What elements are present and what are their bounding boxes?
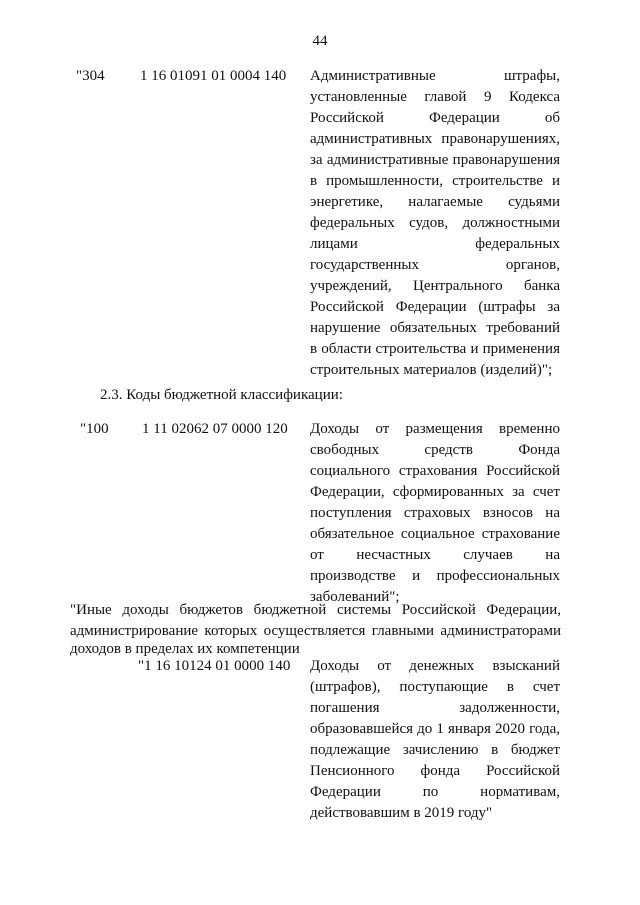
entry1-line: федеральных судов, должностными [310, 215, 560, 231]
entry3-line: (штрафов), поступающие в счет [310, 679, 560, 695]
entry1-line: за административные правонарушения [310, 152, 560, 168]
entry3-kbk-code: "1 16 10124 01 0000 140 [138, 658, 291, 674]
entry3-description [310, 656, 560, 824]
group-heading-line-3: доходов в пределах их компетенции [70, 641, 300, 657]
entry1-admin-code: "304 [76, 68, 105, 84]
group-heading-line-1: "Иные доходы бюджетов бюджетной системы Российской Федерации, [70, 602, 561, 618]
group-heading-line-2: администрирование которых осуществляется главными администраторами [70, 623, 561, 639]
entry2-line: производстве и профессиональных [310, 568, 560, 584]
entry3-line: действовавшим в 2019 году" [310, 805, 493, 821]
entry1-line: Российской Федерации об [310, 110, 560, 126]
entry1-line: нарушение обязательных требований [310, 320, 560, 336]
entry1-line: Административные штрафы, [310, 68, 560, 84]
entry3-line: погашения задолженности, [310, 700, 560, 716]
entry3-line: Доходы от денежных взысканий [310, 658, 560, 674]
entry2-admin-code: "100 [80, 421, 109, 437]
entry3-line: подлежащие зачислению в бюджет [310, 742, 560, 758]
entry1-line: энергетике, налагаемые судьями [310, 194, 560, 210]
entry3-line: Пенсионного фонда Российской [310, 763, 560, 779]
section-heading: 2.3. Коды бюджетной классификации: [100, 387, 343, 403]
entry2-kbk-code: 1 11 02062 07 0000 120 [142, 421, 288, 437]
entry1-line: государственных органов, [310, 257, 560, 273]
entry2-line: свободных средств Фонда [310, 442, 560, 458]
entry2-description [310, 419, 560, 608]
entry1-description [310, 66, 560, 381]
entry1-line: учреждений, Центрального банка [310, 278, 560, 294]
entry1-kbk-code: 1 16 01091 01 0004 140 [140, 68, 287, 84]
entry1-line: в промышленности, строительстве и [310, 173, 560, 189]
entry1-line: административных правонарушениях, [310, 131, 560, 147]
entry2-line: заболеваний"; [310, 589, 400, 605]
entry2-line: Федерации, сформированных за счет [310, 484, 560, 500]
entry2-line: обязательное социальное страхование [310, 526, 560, 542]
entry3-line: Федерации по нормативам, [310, 784, 560, 800]
entry2-line: социального страхования Российской [310, 463, 560, 479]
entry2-line: от несчастных случаев на [310, 547, 560, 563]
entry1-line: строительных материалов (изделий)"; [310, 362, 553, 378]
page-number: 44 [312, 33, 328, 49]
entry3-line: образовавшейся до 1 января 2020 года, [310, 721, 560, 737]
entry1-line: лицами федеральных [310, 236, 560, 252]
entry1-line: в области строительства и применения [310, 341, 560, 357]
entry2-line: поступления страховых взносов на [310, 505, 560, 521]
entry1-line: Российской Федерации (штрафы за [310, 299, 560, 315]
entry1-line: установленные главой 9 Кодекса [310, 89, 560, 105]
entry2-line: Доходы от размещения временно [310, 421, 560, 437]
